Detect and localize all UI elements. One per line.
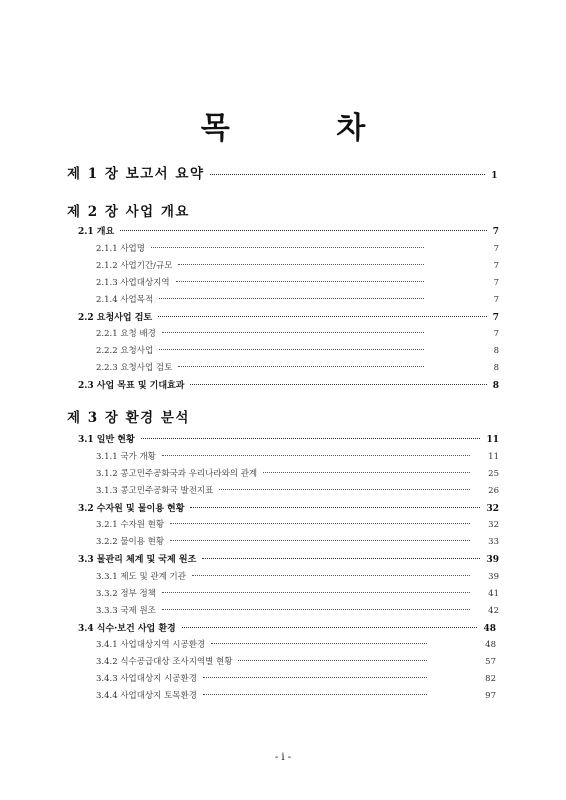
leader-dots bbox=[151, 247, 424, 248]
toc-section-2-1[interactable] bbox=[78, 224, 499, 237]
toc-page: 7 bbox=[492, 313, 499, 323]
toc-subsection-3-2-2[interactable] bbox=[96, 535, 499, 547]
leader-dots bbox=[158, 316, 487, 317]
leader-dots bbox=[162, 332, 424, 333]
toc-label: 2.1.2 사업기간/규모 bbox=[96, 261, 173, 271]
toc-label: 3.4.3 사업대상지 시공환경 bbox=[96, 674, 197, 684]
toc-page: 7 bbox=[493, 329, 499, 339]
toc-subsection-2-2-1[interactable] bbox=[96, 327, 499, 339]
toc-page: 41 bbox=[488, 589, 499, 599]
toc-page: 1 bbox=[491, 171, 499, 181]
toc-page: 82 bbox=[485, 674, 496, 684]
toc-section-3-4[interactable] bbox=[78, 621, 496, 634]
toc-label: 2.2.2 요청사업 bbox=[96, 346, 154, 356]
toc-subsection-3-4-2[interactable] bbox=[96, 655, 496, 667]
toc-subsection-3-3-1[interactable] bbox=[96, 570, 499, 582]
toc-label: 2.1.1 사업명 bbox=[96, 244, 145, 254]
toc-subsection-3-1-3[interactable] bbox=[96, 484, 499, 496]
toc-label: 3.1.2 콩고민주공화국과 우리나라와의 관계 bbox=[96, 469, 258, 479]
toc-label: 2.1.3 사업대상지역 bbox=[96, 278, 170, 288]
toc-page: 39 bbox=[488, 572, 499, 582]
toc-label: 3.3.3 국제 원조 bbox=[96, 606, 156, 616]
toc-label: 3.2.1 수자원 현황 bbox=[96, 520, 165, 530]
toc-page: 7 bbox=[493, 278, 499, 288]
toc-label: 2.2.1 요청 배경 bbox=[96, 329, 156, 339]
toc-page: 8 bbox=[493, 363, 499, 373]
leader-dots bbox=[203, 677, 427, 678]
toc-subsection-3-4-3[interactable] bbox=[96, 672, 496, 684]
toc-label: 3.1.1 국가 개황 bbox=[96, 452, 156, 462]
leader-dots bbox=[238, 660, 427, 661]
toc-section-2-2[interactable] bbox=[78, 310, 499, 323]
leader-dots bbox=[176, 281, 424, 282]
toc-label: 3.3.2 정부 정책 bbox=[96, 589, 156, 599]
toc-chapter-3[interactable]: 제 3 장 환경 분석 bbox=[67, 410, 190, 426]
toc-label: 3.4.2 식수공급대상 조사지역별 현황 bbox=[96, 657, 233, 667]
toc-subsection-3-4-4[interactable] bbox=[96, 689, 496, 701]
toc-label: 2.1.4 사업목적 bbox=[96, 295, 154, 305]
toc-label: 2.3 사업 목표 및 기대효과 bbox=[78, 381, 185, 391]
toc-section-3-3[interactable] bbox=[78, 552, 499, 565]
leader-dots bbox=[210, 174, 485, 175]
leader-dots bbox=[159, 349, 423, 350]
toc-label: 2.2 요청사업 검토 bbox=[78, 313, 153, 323]
toc-label: 3.2 수자원 및 물이용 현황 bbox=[78, 504, 185, 514]
toc-subsection-3-4-1[interactable] bbox=[96, 638, 496, 650]
toc-section-3-1[interactable] bbox=[78, 432, 499, 445]
toc-label: 3.4.4 사업대상지 토목환경 bbox=[96, 691, 197, 701]
toc-subsection-2-1-2[interactable] bbox=[96, 259, 499, 271]
leader-dots bbox=[162, 609, 470, 610]
toc-subsection-2-2-3[interactable] bbox=[96, 361, 499, 373]
toc-page: 7 bbox=[493, 295, 499, 305]
toc-page: 32 bbox=[486, 504, 499, 514]
toc-subsection-3-3-3[interactable] bbox=[96, 604, 499, 616]
toc-label: 3.1.3 콩고민주공화국 발전지표 bbox=[96, 486, 214, 496]
toc-subsection-3-2-1[interactable] bbox=[96, 518, 499, 530]
toc-section-3-2[interactable] bbox=[78, 501, 499, 514]
leader-dots bbox=[202, 558, 480, 559]
toc-label: 3.3 물관리 체계 및 국제 원조 bbox=[78, 555, 197, 565]
toc-page: 7 bbox=[493, 261, 499, 271]
leader-dots bbox=[159, 298, 423, 299]
toc-subsection-2-1-1[interactable] bbox=[96, 242, 499, 254]
leader-dots bbox=[190, 507, 480, 508]
leader-dots bbox=[170, 540, 470, 541]
toc-page: 42 bbox=[488, 606, 499, 616]
toc-page: 26 bbox=[488, 486, 499, 496]
leader-dots bbox=[178, 264, 423, 265]
toc-subsection-3-1-1[interactable] bbox=[96, 450, 499, 462]
toc-label: 3.3.1 제도 및 관계 기관 bbox=[96, 572, 186, 582]
toc-page: 48 bbox=[483, 624, 496, 634]
toc-label: 3.4.1 사업대상지역 시공환경 bbox=[96, 640, 206, 650]
leader-dots bbox=[203, 694, 427, 695]
toc-page: 48 bbox=[485, 640, 496, 650]
leader-dots bbox=[120, 230, 487, 231]
toc-page: 7 bbox=[493, 244, 499, 254]
leader-dots bbox=[211, 643, 427, 644]
leader-dots bbox=[190, 384, 486, 385]
toc-label: 3.1 일반 현황 bbox=[78, 435, 135, 445]
toc-page: 8 bbox=[492, 381, 499, 391]
toc-page: 11 bbox=[486, 435, 499, 445]
toc-page: 39 bbox=[486, 555, 499, 565]
toc-page: 57 bbox=[485, 657, 496, 667]
leader-dots bbox=[162, 592, 470, 593]
toc-label: 2.2.3 요청사업 검토 bbox=[96, 363, 173, 373]
leader-dots bbox=[182, 627, 478, 628]
toc-label: 3.4 식수·보건 사업 환경 bbox=[78, 624, 176, 634]
leader-dots bbox=[170, 523, 470, 524]
toc-subsection-3-3-2[interactable] bbox=[96, 587, 499, 599]
toc-section-2-3[interactable] bbox=[78, 378, 499, 391]
toc-page: 7 bbox=[492, 227, 499, 237]
toc-subsection-2-2-2[interactable] bbox=[96, 344, 499, 356]
toc-page: 11 bbox=[488, 452, 499, 462]
page-title: 목 차 bbox=[200, 111, 414, 146]
toc-subsection-2-1-4[interactable] bbox=[96, 293, 499, 305]
leader-dots bbox=[178, 366, 423, 367]
toc-subsection-3-1-2[interactable] bbox=[96, 467, 499, 479]
toc-page: 97 bbox=[485, 691, 496, 701]
page-number-footer: - i - bbox=[274, 752, 292, 763]
leader-dots bbox=[263, 472, 470, 473]
toc-page: 32 bbox=[488, 520, 499, 530]
leader-dots bbox=[162, 455, 470, 456]
toc-label: 2.1 개요 bbox=[78, 227, 115, 237]
toc-subsection-2-1-3[interactable] bbox=[96, 276, 499, 288]
leader-dots bbox=[141, 438, 481, 439]
toc-page: 33 bbox=[488, 537, 499, 547]
toc-chapter-1[interactable] bbox=[67, 162, 499, 182]
toc-page: 8 bbox=[493, 346, 499, 356]
toc-chapter-2[interactable]: 제 2 장 사업 개요 bbox=[67, 204, 190, 220]
leader-dots bbox=[219, 489, 470, 490]
leader-dots bbox=[192, 575, 470, 576]
toc-label: 3.2.2 물이용 현황 bbox=[96, 537, 165, 547]
toc-page: 25 bbox=[488, 469, 499, 479]
toc-label: 제 1 장 보고서 요약 bbox=[67, 166, 205, 182]
